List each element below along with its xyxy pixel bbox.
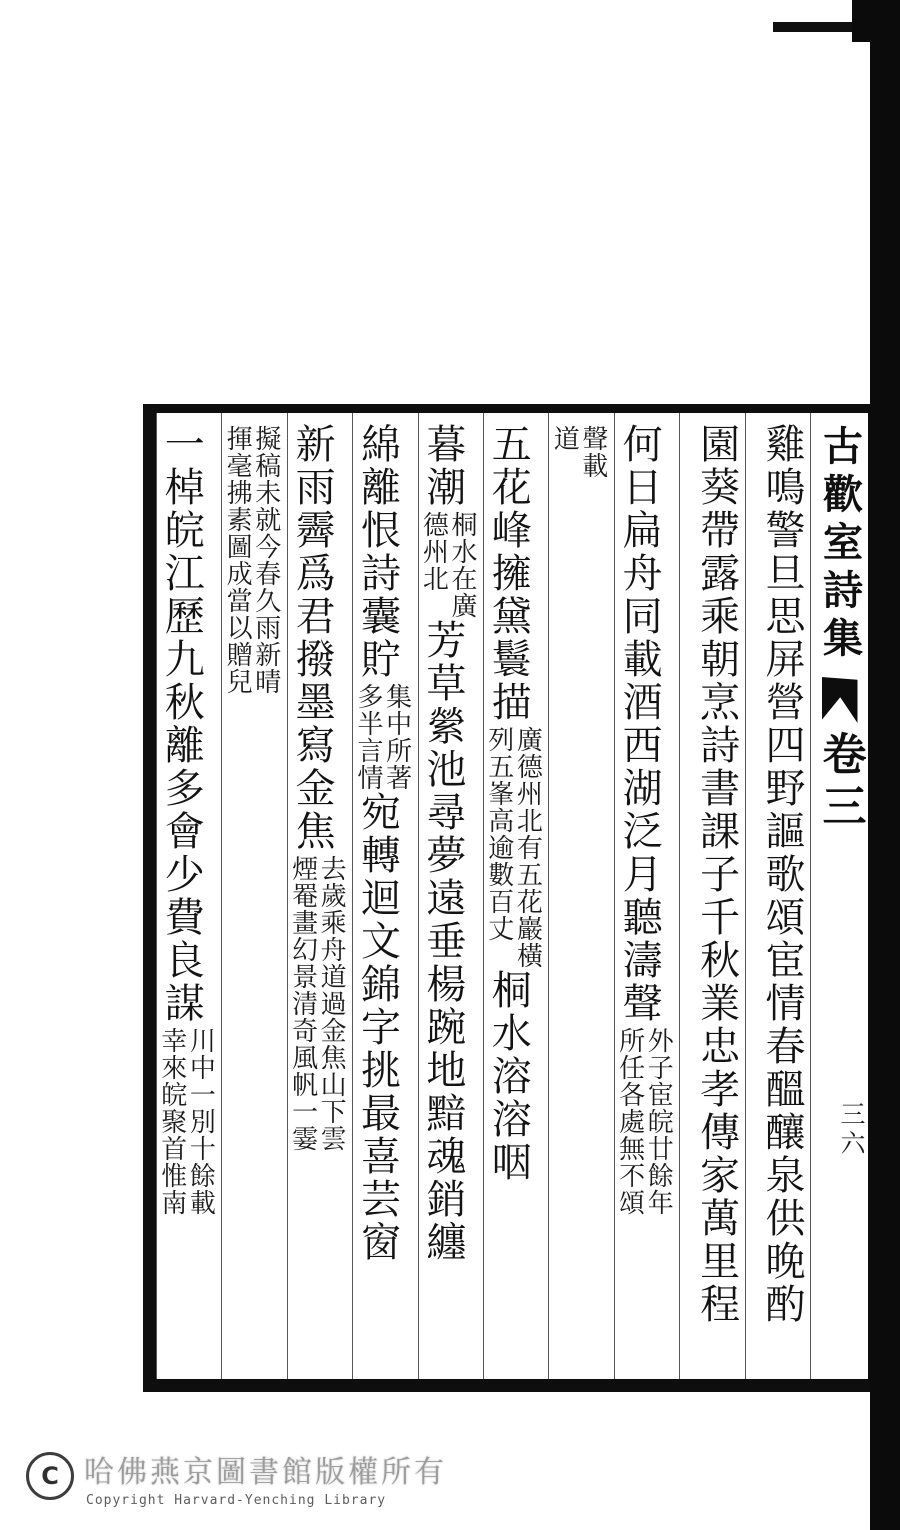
annotation-note xyxy=(550,425,607,479)
annotation-left-subcolumn: 多半言情 xyxy=(352,683,383,791)
book-title: 古歡室詩集 xyxy=(816,425,864,665)
annotation-right-subcolumn: 桐水在廣 xyxy=(446,511,477,619)
poem-text: 宛轉迴文錦字挑最喜芸窗 xyxy=(354,791,401,1264)
fishtail-mark-icon xyxy=(822,677,858,723)
title-column xyxy=(810,413,868,1379)
poem-text: 園葵帶露乘朝烹詩書課子千秋業忠孝傳家萬里程 xyxy=(693,423,740,1326)
poem-text: 一棹皖江歷九秋離多會少費良謀 xyxy=(158,423,205,1025)
annotation-left-subcolumn: 揮毫拂素圖成當以贈兒 xyxy=(222,425,253,695)
text-columns xyxy=(156,413,868,1379)
annotation-left-subcolumn: 道 xyxy=(549,425,580,452)
poem-text: 雞鳴警旦思屏營四野謳歌頌宦情春醞釀泉供晚酌 xyxy=(759,423,805,1326)
annotation-left-subcolumn: 德州北 xyxy=(418,511,449,592)
poem-text: 桐水溶溶咽 xyxy=(485,969,532,1184)
poem-text: 芳草縈池尋夢遠垂楊踠地黯魂銷纏 xyxy=(419,619,466,1264)
text-column-9 xyxy=(221,413,286,1379)
text-column-10 xyxy=(156,413,221,1379)
annotation-right-subcolumn: 擬稿未就今春久雨新晴 xyxy=(250,425,281,695)
copyright-symbol-icon xyxy=(26,1452,74,1500)
annotation-note xyxy=(419,511,476,619)
annotation-note xyxy=(615,1027,672,1216)
text-column-5 xyxy=(483,413,548,1379)
poem-text: 新雨霽爲君撥墨寫金焦 xyxy=(289,423,336,853)
poem-text: 五花峰擁黛鬟描 xyxy=(485,423,532,724)
library-stamp-chinese: 哈佛燕京圖書館版權所有 xyxy=(84,1455,447,1490)
annotation-right-subcolumn: 川中一別十餘載 xyxy=(185,1027,216,1216)
annotation-note xyxy=(353,683,410,791)
page-number: 三六 xyxy=(837,1101,866,1159)
annotation-right-subcolumn: 集中所著 xyxy=(381,683,412,791)
text-column-1 xyxy=(745,413,810,1379)
annotation-right-subcolumn: 廣德州北有五花巖橫 xyxy=(512,726,543,969)
text-column-2 xyxy=(679,413,744,1379)
text-column-4 xyxy=(548,413,613,1379)
text-column-6 xyxy=(418,413,483,1379)
annotation-right-subcolumn: 去歲乘舟道過金焦山下雲 xyxy=(316,855,347,1152)
library-stamp-english: Copyright Harvard-Yenching Library xyxy=(86,1493,387,1508)
scan-artifact-corner xyxy=(852,0,900,42)
text-column-8 xyxy=(287,413,352,1379)
poem-text: 何日扁舟同載酒西湖泛月聽濤聲 xyxy=(616,423,663,1025)
annotation-left-subcolumn: 煙罨畫幻景清奇風帆一霎 xyxy=(287,855,318,1152)
text-column-7 xyxy=(352,413,417,1379)
poem-text: 綿離恨詩囊貯 xyxy=(354,423,401,681)
annotation-note xyxy=(288,855,345,1152)
text-column-3 xyxy=(614,413,679,1379)
page-frame xyxy=(143,404,873,1392)
annotation-note xyxy=(484,726,541,969)
volume-label: 卷三 xyxy=(814,731,866,835)
poem-text: 暮潮 xyxy=(419,423,466,509)
annotation-right-subcolumn: 聲載 xyxy=(577,425,608,479)
annotation-left-subcolumn: 幸來皖聚首惟南 xyxy=(156,1027,187,1216)
annotation-note xyxy=(223,425,280,695)
annotation-left-subcolumn: 列五峯高逾數百丈 xyxy=(483,726,514,942)
annotation-note xyxy=(157,1027,214,1216)
annotation-left-subcolumn: 所任各處無不頌 xyxy=(614,1027,645,1216)
annotation-right-subcolumn: 外子宦皖廿餘年 xyxy=(643,1027,674,1216)
scan-black-bar xyxy=(870,0,900,1530)
copyright-letter: C xyxy=(41,1462,59,1490)
